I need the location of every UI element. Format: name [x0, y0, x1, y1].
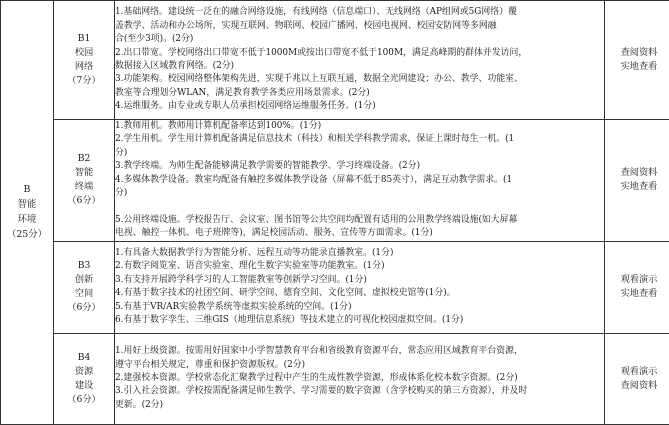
subcategory-name-line1: 创新: [54, 273, 114, 287]
subcategory-cell: [54, 1, 115, 120]
criteria-line: 遵守平台相关规定，尊重和保护资源版权。(2分): [115, 359, 604, 372]
category-cell: [1, 1, 54, 425]
subcategory-name-line1: 校园: [54, 46, 114, 60]
criteria-line: 数据接入区域教育网络。(2分): [115, 60, 604, 73]
subcategory-score: （6分）: [54, 194, 114, 208]
method-line2: 实地查看: [605, 180, 669, 194]
criteria-cell: [115, 1, 605, 120]
category-score: （25分）: [1, 227, 53, 242]
criteria-line: 1.有具备大数据教学行为智能分析、远程互动等功能录直播教室。(1分): [115, 247, 604, 260]
method-cell: [605, 241, 669, 333]
table-row: [1, 1, 669, 120]
method-line2: 查阅资料: [605, 379, 669, 393]
criteria-line: 2.建强校本资源。学校常态化汇聚教学过程中产生的生成性教学资源，形成体系化校本数字资源。(2分): [115, 372, 604, 385]
subcategory-score: （6分）: [54, 393, 114, 407]
criteria-line: 分): [115, 187, 604, 200]
criteria-line: 5.有基于VR/AR实验教学系统等虚拟实验系统的空间。(1分): [115, 301, 604, 314]
criteria-line: 4.有基于数字技术的社团空间、研学空间、德育空间、文化空间、虚拟校史馆等(1分)。: [115, 287, 604, 300]
criteria-line: 3.功能架构。校园网络整体架构先进，实现千兆以上互联互通，数据全光网建设；办公、教学、功能室、: [115, 73, 604, 86]
method-cell: [605, 333, 669, 424]
subcategory-name-line1: 智能: [54, 166, 114, 180]
subcategory-cell: [54, 333, 115, 424]
criteria-line: 盖教学、活动和办公场所，实现互联网、物联网、校园广播网、校园电视网、校园安防网等多网融: [115, 20, 604, 33]
table-row: [1, 241, 669, 333]
criteria-cell: [115, 120, 605, 242]
subcategory-name-line2: 建设: [54, 379, 114, 393]
subcategory-name-line1: 资源: [54, 365, 114, 379]
criteria-line: 1.用好上级资源。按需用好国家中小学智慧教育平台和省级教育资源平台，常态应用区域教育平台资源，: [115, 345, 604, 358]
method-line1: 观看演示: [605, 365, 669, 379]
method-cell: [605, 120, 669, 242]
criteria-line: 4.多媒体教学设备。教室均配备有触控多媒体教学设备（屏幕不低于85英寸），满足互动教学需求。(1: [115, 174, 604, 187]
method-line2: 实地查看: [605, 287, 669, 301]
criteria-line: 电视、触控一体机、电子班牌等)，满足校园活动、服务、宣传等方面需求。(1分): [115, 227, 604, 240]
criteria-line: 3.有支持开展跨学科学习的人工智能教室等创新学习空间。(1分): [115, 274, 604, 287]
criteria-line: 3.教学终端。为师生配备能够满足教学需要的智能教学、学习终端设备。(2分): [115, 160, 604, 173]
subcategory-name-line2: 网络: [54, 60, 114, 74]
method-line2: 实地查看: [605, 60, 669, 74]
category-name-line1: 智能: [1, 197, 53, 212]
subcategory-name-line2: 终端: [54, 180, 114, 194]
criteria-line: 2.学生用机。学生用计算机配备满足信息技术（科技）和相关学科教学需求，保证上课时每生一机。(1: [115, 133, 604, 146]
criteria-line: 4.运维服务。由专业或专职人员承担校园网络运维服务任务。(1分): [115, 100, 604, 113]
category-code: B: [1, 182, 53, 197]
method-line1: 观看演示: [605, 273, 669, 287]
criteria-line: 更新。(2分): [115, 399, 604, 412]
subcategory-code: B3: [54, 259, 114, 273]
criteria-line: 2.出口带宽。学校网络出口带宽不低于1000M或按出口带宽不低于100M，满足高峰期的群体并发访问，: [115, 47, 604, 60]
table-row: [1, 120, 669, 242]
table-row: [1, 333, 669, 424]
method-cell: [605, 1, 669, 120]
criteria-cell: [115, 241, 605, 333]
subcategory-cell: [54, 120, 115, 242]
criteria-line: 5.公用终端设施。学校报告厅、会议室、图书馆等公共空间均配置有适用的公用教学终端设施(如大屏幕: [115, 214, 604, 227]
criteria-line: 分): [115, 147, 604, 160]
criteria-line: 教室等合理划分WLAN，满足教育教学各类应用场景需求。(2分): [115, 87, 604, 100]
subcategory-code: B2: [54, 152, 114, 166]
subcategory-code: B1: [54, 32, 114, 46]
criteria-line: 1.基础网络。建设统一泛在的融合网络设施，有线网络（信息端口）、无线网络（AP组网或5G网络）覆: [115, 6, 604, 19]
criteria-line: 1.教师用机。教师用计算机配备率达到100%。(1分): [115, 120, 604, 133]
subcategory-code: B4: [54, 351, 114, 365]
method-line1: 查阅资料: [605, 166, 669, 180]
criteria-line: 合(至少3项)。(2分): [115, 33, 604, 46]
criteria-cell: [115, 333, 605, 424]
method-line1: 查阅资料: [605, 46, 669, 60]
criteria-line: [115, 200, 604, 213]
criteria-line: 3.引入社会资源。学校按需配备满足师生教学、学习需要的数字资源（含学校购买的第三方资源），并及时: [115, 385, 604, 398]
subcategory-score: （7分）: [54, 74, 114, 88]
subcategory-score: （6分）: [54, 301, 114, 315]
criteria-line: 6.有基于数字孪生、三维GIS（地理信息系统）等技术建立的可视化校园虚拟空间。(1分): [115, 314, 604, 327]
criteria-line: 2.有数字阅览室、语音实验室、理化生数字实验室等功能教室。(1分): [115, 260, 604, 273]
subcategory-name-line2: 空间: [54, 287, 114, 301]
category-name-line2: 环境: [1, 212, 53, 227]
subcategory-cell: [54, 241, 115, 333]
